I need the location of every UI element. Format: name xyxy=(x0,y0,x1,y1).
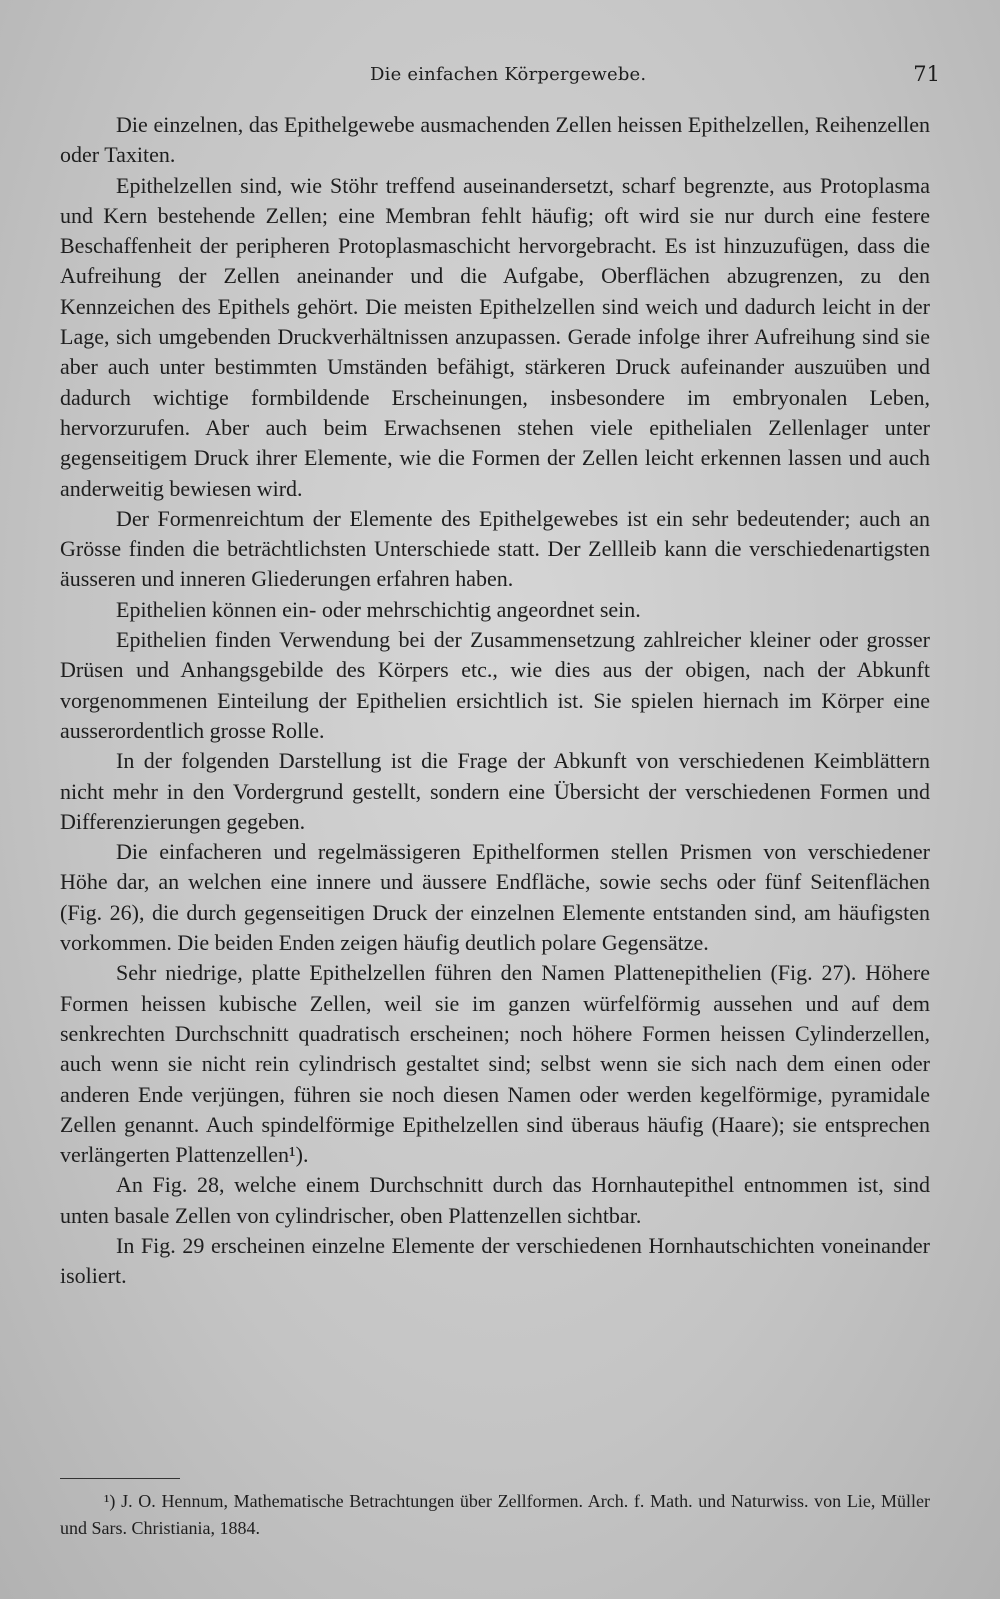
paragraph: Epithelien finden Verwendung bei der Zusammensetzung zahlreicher kleiner oder grosser Drüsen und Anhangsgebilde des Körpers etc., wie dies aus der obigen, nach der Abkunft vorgenommenen Einteilung der Epithelien ersichtlich ist. Sie spielen hiernach im Körper eine ausserordentlich grosse Rolle. xyxy=(60,627,930,743)
running-header xyxy=(60,60,940,90)
paragraph: In der folgenden Darstellung ist die Frage der Abkunft von verschiedenen Keimblättern nicht mehr in den Vordergrund gestellt, sondern eine Übersicht der verschiedenen Formen und Differenzierungen gegeben. xyxy=(60,748,930,834)
paragraph: Die einzelnen, das Epithelgewebe ausmachenden Zellen heissen Epithelzellen, Reihenzellen oder Taxiten. xyxy=(60,112,930,168)
paragraph: Die einfacheren und regelmässigeren Epithelformen stellen Prismen von verschiedener Höhe dar, an welchen eine innere und äussere Endfläche, sowie sechs oder fünf Seitenflächen (Fig. 26), die durch gegenseitigen Druck der einzelnen Elemente entstanden sind, am häufigsten vorkommen. Die beiden Enden zeigen häufig deutlich polare Gegensätze. xyxy=(60,839,930,956)
footnotes xyxy=(60,1488,930,1542)
footnote: ¹) J. O. Hennum, Mathematische Betrachtungen über Zellformen. Arch. f. Math. und Naturwiss. von Lie, Müller und Sars. Christiania, 1884. xyxy=(60,1491,930,1538)
paragraph: Der Formenreichtum der Elemente des Epithelgewebes ist ein sehr bedeutender; auch an Grösse finden die beträchtlichsten Unterschiede statt. Der Zellleib kann die verschiedenartigsten äusseren und inneren Gliederungen erfahren haben. xyxy=(60,505,930,592)
paragraph: Epithelzellen sind, wie Stöhr treffend auseinandersetzt, scharf begrenzte, aus Protoplasma und Kern bestehende Zellen; eine Membran fehlt häufig; oft wird sie nur durch eine festere Beschaffenheit der peripheren Protoplasmaschicht hervorgebracht. Es ist hinzuzufügen, dass die Aufreihung der Zellen aneinander und die Aufgabe, Oberflächen abzugrenzen, zu den Kennzeichen des Epithels gehört. Die meisten Epithelzellen sind weich und dadurch leicht in der Lage, sich umgebenden Druckverhältnissen anzupassen. Gerade infolge ihrer Aufreihung sind sie aber auch unter bestimmten Umständen befähigt, stärkeren Druck aufeinander auszuüben und dadurch wichtige formbildende Erscheinungen, insbesondere im embryonalen Leben, hervorzurufen. Aber auch beim Erwachsenen stehen viele epithelialen Zellenlager unter gegenseitigem Druck ihrer Elemente, wie die Formen der Zellen leicht erkennen lassen und auch anderweitig bewiesen wird. xyxy=(60,172,930,501)
page-number: 71 xyxy=(913,62,940,86)
paragraph: Epithelien können ein- oder mehrschichtig angeordnet sein. xyxy=(116,596,641,622)
paragraph: Sehr niedrige, platte Epithelzellen führen den Namen Plattenepithelien (Fig. 27). Höhere Formen heissen kubische Zellen, weil sie im ganzen würfelförmig aussehen und auf dem senkrechten Durchschnitt quadratisch erscheinen; noch höhere Formen heissen Cylinderzellen, auch wenn sie nicht rein cylindrisch gestaltet sind; selbst wenn sie sich nach dem einen oder anderen Ende verjüngen, führen sie noch diesen Namen oder werden kegelförmige, pyramidale Zellen genannt. Auch spindelförmige Epithelzellen sind überaus häufig (Haare); sie entsprechen verlängerten Plattenzellen¹). xyxy=(60,960,930,1168)
footnote-divider xyxy=(60,1478,180,1479)
paragraph: In Fig. 29 erscheinen einzelne Elemente der verschiedenen Hornhautschichten voneinander isoliert. xyxy=(60,1232,930,1289)
paragraph: An Fig. 28, welche einem Durchschnitt durch das Hornhautepithel entnommen ist, sind unten basale Zellen von cylindrischer, oben Plattenzellen sichtbar. xyxy=(60,1172,930,1228)
running-title: Die einfachen Körpergewebe. xyxy=(370,64,647,85)
body-text xyxy=(60,110,930,1292)
